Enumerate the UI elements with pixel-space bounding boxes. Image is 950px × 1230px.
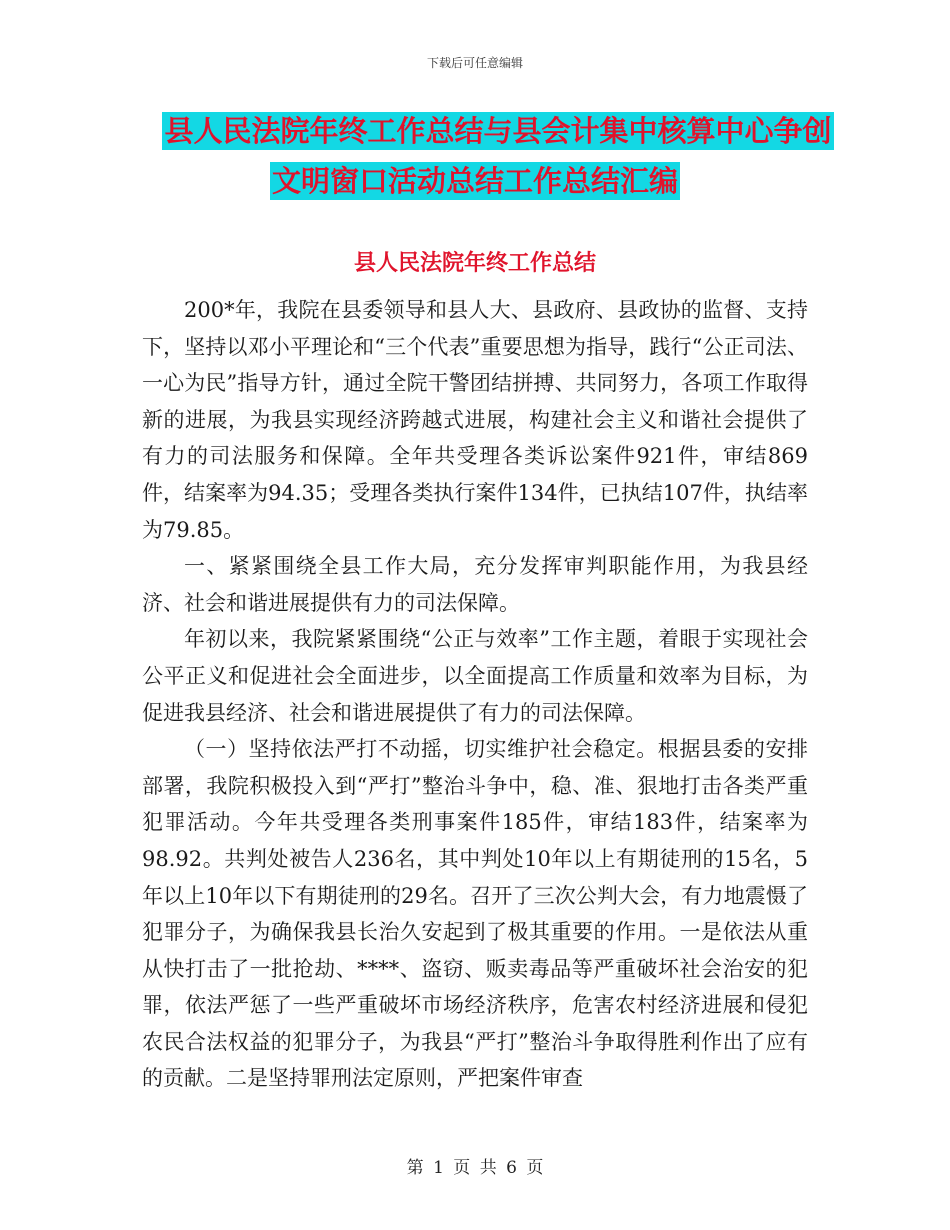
- paragraph-4: （一）坚持依法严打不动摇，切实维护社会稳定。根据县委的安排部署，我院积极投入到“严打”整治斗争中，稳、准、狠地打击各类严重犯罪活动。今年共受理各类刑事案件185件，审结183件，结案率为98.92。共判处被告人236名，其中判处10年以上有期徒刑的15名，5年以上10年以下有期徒刑的29名。召开了三次公判大会，有力地震慑了犯罪分子，为确保我县长治久安起到了极其重要的作用。一是依法从重从快打击了一批抢劫、****、盗窃、贩卖毒品等严重破坏社会治安的犯罪，依法严惩了一些严重破坏市场经济秩序，危害农村经济进展和侵犯农民合法权益的犯罪分子，为我县“严打”整治斗争取得胜利作出了应有的贡献。二是坚持罪刑法定原则，严把案件审查: [142, 737, 808, 1091]
- paragraph-1: 200*年，我院在县委领导和县人大、县政府、县政协的监督、支持下，坚持以邓小平理论和“三个代表”重要思想为指导，践行“公正司法、一心为民”指导方针，通过全院干警团结拼搏、共同努力，各项工作取得新的进展，为我县实现经济跨越式进展，构建社会主义和谐社会提供了有力的司法服务和保障。全年共受理各类诉讼案件921件，审结869件，结案率为94.35；受理各类执行案件134件，已执结107件，执结率为79.85。: [142, 298, 808, 542]
- document-title: [0, 106, 950, 206]
- document-title-line-1-text: 县人民法院年终工作总结与县会计集中核算中心争创: [164, 114, 832, 148]
- paragraph-3: 年初以来，我院紧紧围绕“公正与效率”工作主题，着眼于实现社会公平正义和促进社会全面进步，以全面提高工作质量和效率为目标，为促进我县经济、社会和谐进展提供了有力的司法保障。: [142, 627, 808, 725]
- header-note: 下载后可任意编辑: [426, 56, 523, 70]
- paragraph-2: 一、紧紧围绕全县工作大局，充分发挥审判职能作用，为我县经济、社会和谐进展提供有力的司法保障。: [142, 554, 808, 615]
- document-title-line-2: [0, 156, 950, 206]
- page-number: 第 1 页 共 6 页: [406, 1158, 544, 1178]
- body-text: [142, 292, 808, 1097]
- document-title-line-1: [0, 106, 950, 156]
- section-title: 县人民法院年终工作总结: [353, 250, 596, 276]
- document-title-line-2-text: 文明窗口活动总结工作总结汇编: [271, 164, 678, 198]
